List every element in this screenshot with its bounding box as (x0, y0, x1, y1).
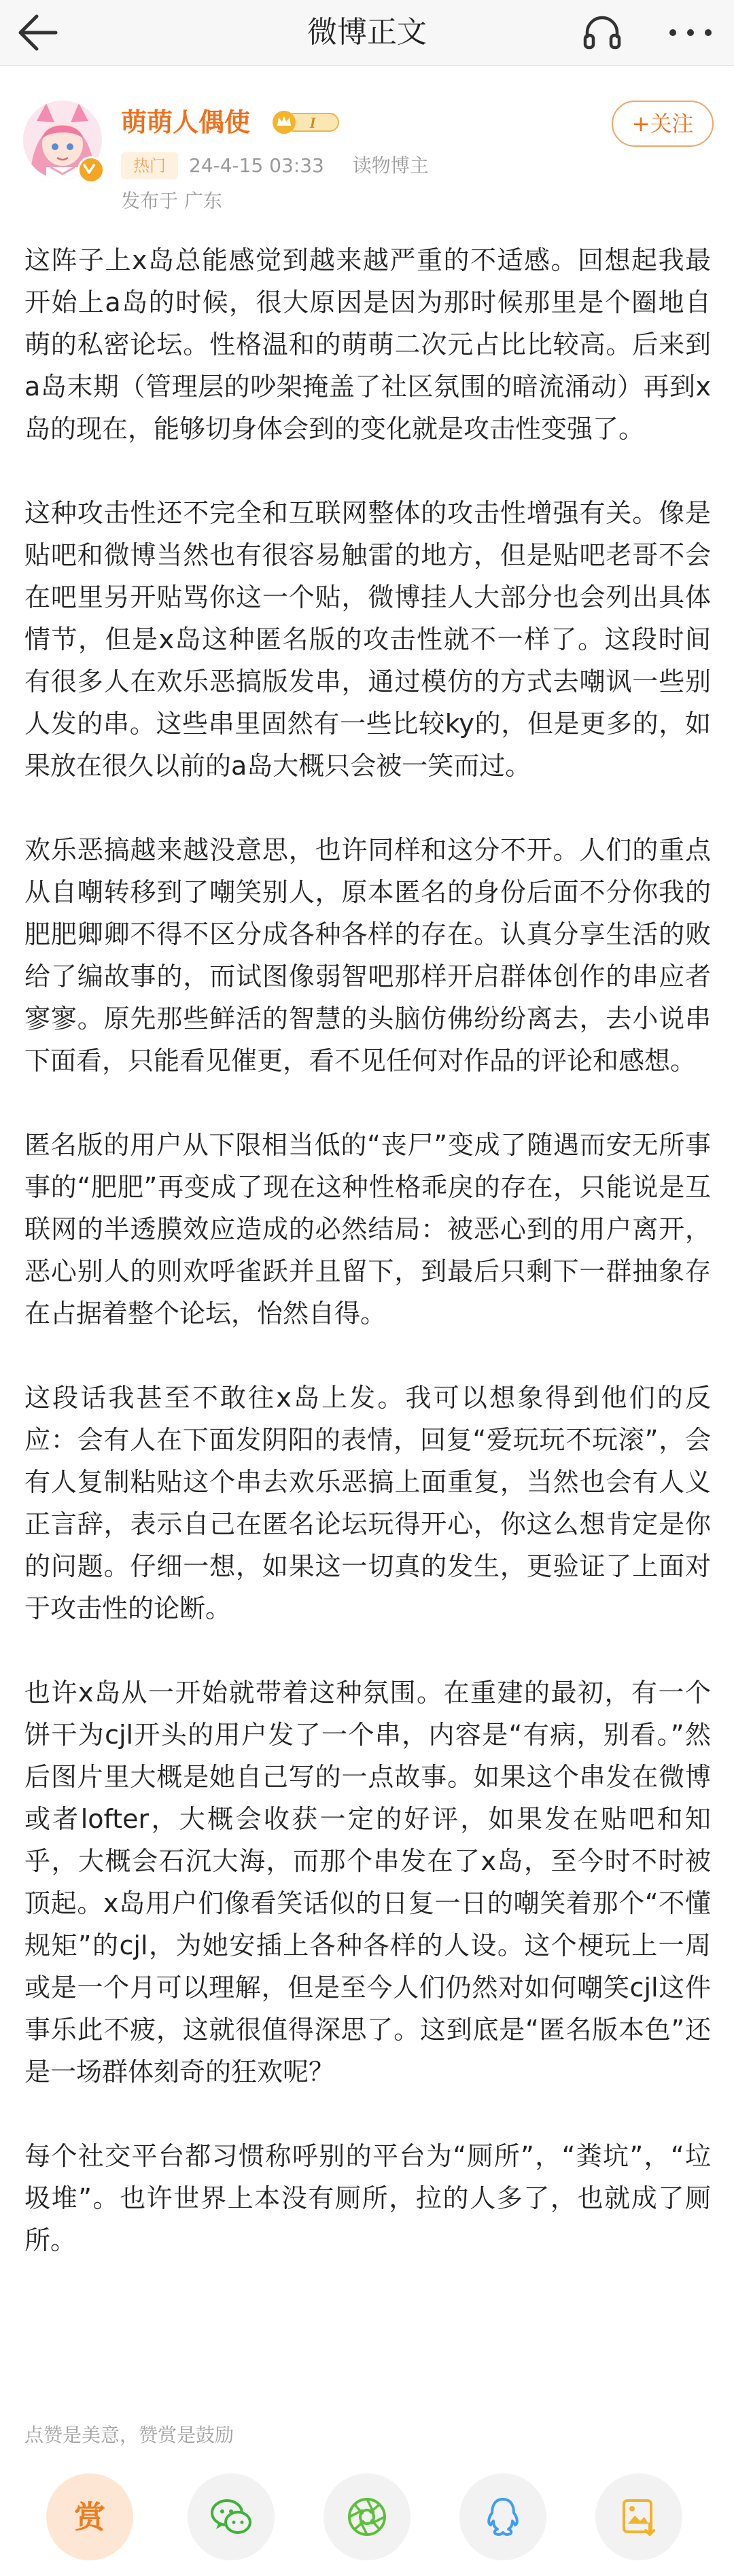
post-paragraph: 每个社交平台都习惯称呼别的平台为“厕所”，“粪坑”，“垃圾堆”。也许世界上本没有厕所，拉的人多了，也就成了厕所。 (24, 2141, 711, 2255)
page-title: 微博正文 (307, 15, 427, 50)
share-wechat-button[interactable] (188, 2473, 275, 2560)
headphones-icon (579, 10, 625, 56)
author-name[interactable]: 萌萌人偶使 (121, 107, 251, 137)
verified-badge (77, 156, 105, 183)
share-moments-button[interactable] (324, 2473, 410, 2560)
post-paragraph: 欢乐恶搞越来越没意思，也许同样和这分不开。人们的重点从自嘲转移到了嘲笑别人，原本匿名的身份后面不分你我的肥肥卿卿不得不区分成各种各样的存在。认真分享生活的败给了编故事的，而试图像弱智吧那样开启群体创作的串应者寥寥。原先那些鲜活的智慧的头脑仿佛纷纷离去，去小说串下面看，只能看见催更，看不见任何对作品的评论和感想。 (24, 835, 711, 1076)
share-qzone-button[interactable] (595, 2473, 682, 2560)
post-paragraph: 匿名版的用户从下限相当低的“丧尸”变成了随遇而安无所事事的“肥肥”再变成了现在这种性格乖戾的存在，只能说是互联网的半透膜效应造成的必然结局：被恶心到的用户离开，恶心别人的则欢呼雀跃并且留下，到最后只剩下一群抽象存在占据着整个论坛，怡然自得。 (24, 1130, 711, 1328)
vip-level-badge (270, 109, 341, 136)
vip-level-text: I (309, 114, 316, 131)
qzone-icon (616, 2494, 662, 2540)
more-dots-icon (661, 10, 720, 56)
post-paragraph: 这段话我甚至不敢往x岛上发。我可以想象得到他们的反应：会有人在下面发阴阳的表情，回复“爱玩玩不玩滚”，会有人复制粘贴这个串去欢乐恶搞上面重复，当然也会有人义正言辞，表示自己在匿名论坛玩得开心，你这么想肯定是你的问题。仔细一想，如果这一切真的发生，更验证了上面对于攻击性的论断。 (24, 1383, 711, 1623)
post-paragraph: 也许x岛从一开始就带着这种氛围。在重建的最初，有一个饼干为cjl开头的用户发了一个串，内容是“有病，别看。”然后图片里大概是她自己写的一点故事。如果这个串发在微博或者lofter，大概会收获一定的好评，如果发在贴吧和知乎，大概会石沉大海，而那个串发在了x岛，至今时不时被顶起。x岛用户们像看笑话似的日复一日的嘲笑着那个“不懂规矩”的cjl，为她安插上各种各样的人设。这个梗玩上一周或是一个月可以理解，但是至今人们仍然对如何嘲笑cjl这件事乐此不疲，这就很值得深思了。这到底是“匿名版本色”还是一场群体刻奇的狂欢呢？ (24, 1678, 711, 2087)
share-qq-button[interactable] (459, 2473, 546, 2560)
share-row (0, 2473, 734, 2569)
reward-tip: 点赞是美意，赞赏是鼓励 (24, 2424, 234, 2446)
more-button[interactable] (661, 10, 720, 56)
hot-tag: 热门 (121, 152, 178, 179)
post-datetime: 24-4-15 03:33 (189, 154, 324, 177)
listen-button[interactable] (579, 10, 625, 56)
wechat-icon (208, 2494, 254, 2540)
post-paragraph: 这种攻击性还不完全和互联网整体的攻击性增强有关。像是贴吧和微博当然也有很容易触雷的地方，但是贴吧老哥不会在吧里另开贴骂你这一个贴，微博挂人大部分也会列出具体情节，但是x岛这种匿名版的攻击性就不一样了。这段时间有很多人在欢乐恶搞版发串，通过模仿的方式去嘲讽一些别人发的串。这些串里固然有一些比较ky的，但是更多的，如果放在很久以前的a岛大概只会被一笑而过。 (24, 498, 711, 781)
qq-icon (480, 2494, 526, 2540)
author-role: 读物博主 (352, 154, 429, 177)
top-nav-bar (0, 0, 734, 66)
moments-icon (344, 2494, 390, 2540)
post-location: 发布于 广东 (121, 190, 222, 212)
crown-icon (270, 109, 341, 136)
follow-button[interactable]: +关注 (612, 101, 714, 147)
reward-button[interactable]: 赏 (46, 2473, 133, 2560)
post-paragraph: 这阵子上x岛总能感觉到越来越严重的不适感。回想起我最开始上a岛的时候，很大原因是因为那时候那里是个圈地自萌的私密论坛。性格温和的萌萌二次元占比比较高。后来到a岛末期（管理层的吵架掩盖了社区氛围的暗流涌动）再到x岛的现在，能够切身体会到的变化就是攻击性变强了。 (24, 245, 711, 444)
verified-v-icon (77, 156, 101, 179)
post-meta (189, 152, 429, 179)
post-content (24, 239, 711, 2261)
